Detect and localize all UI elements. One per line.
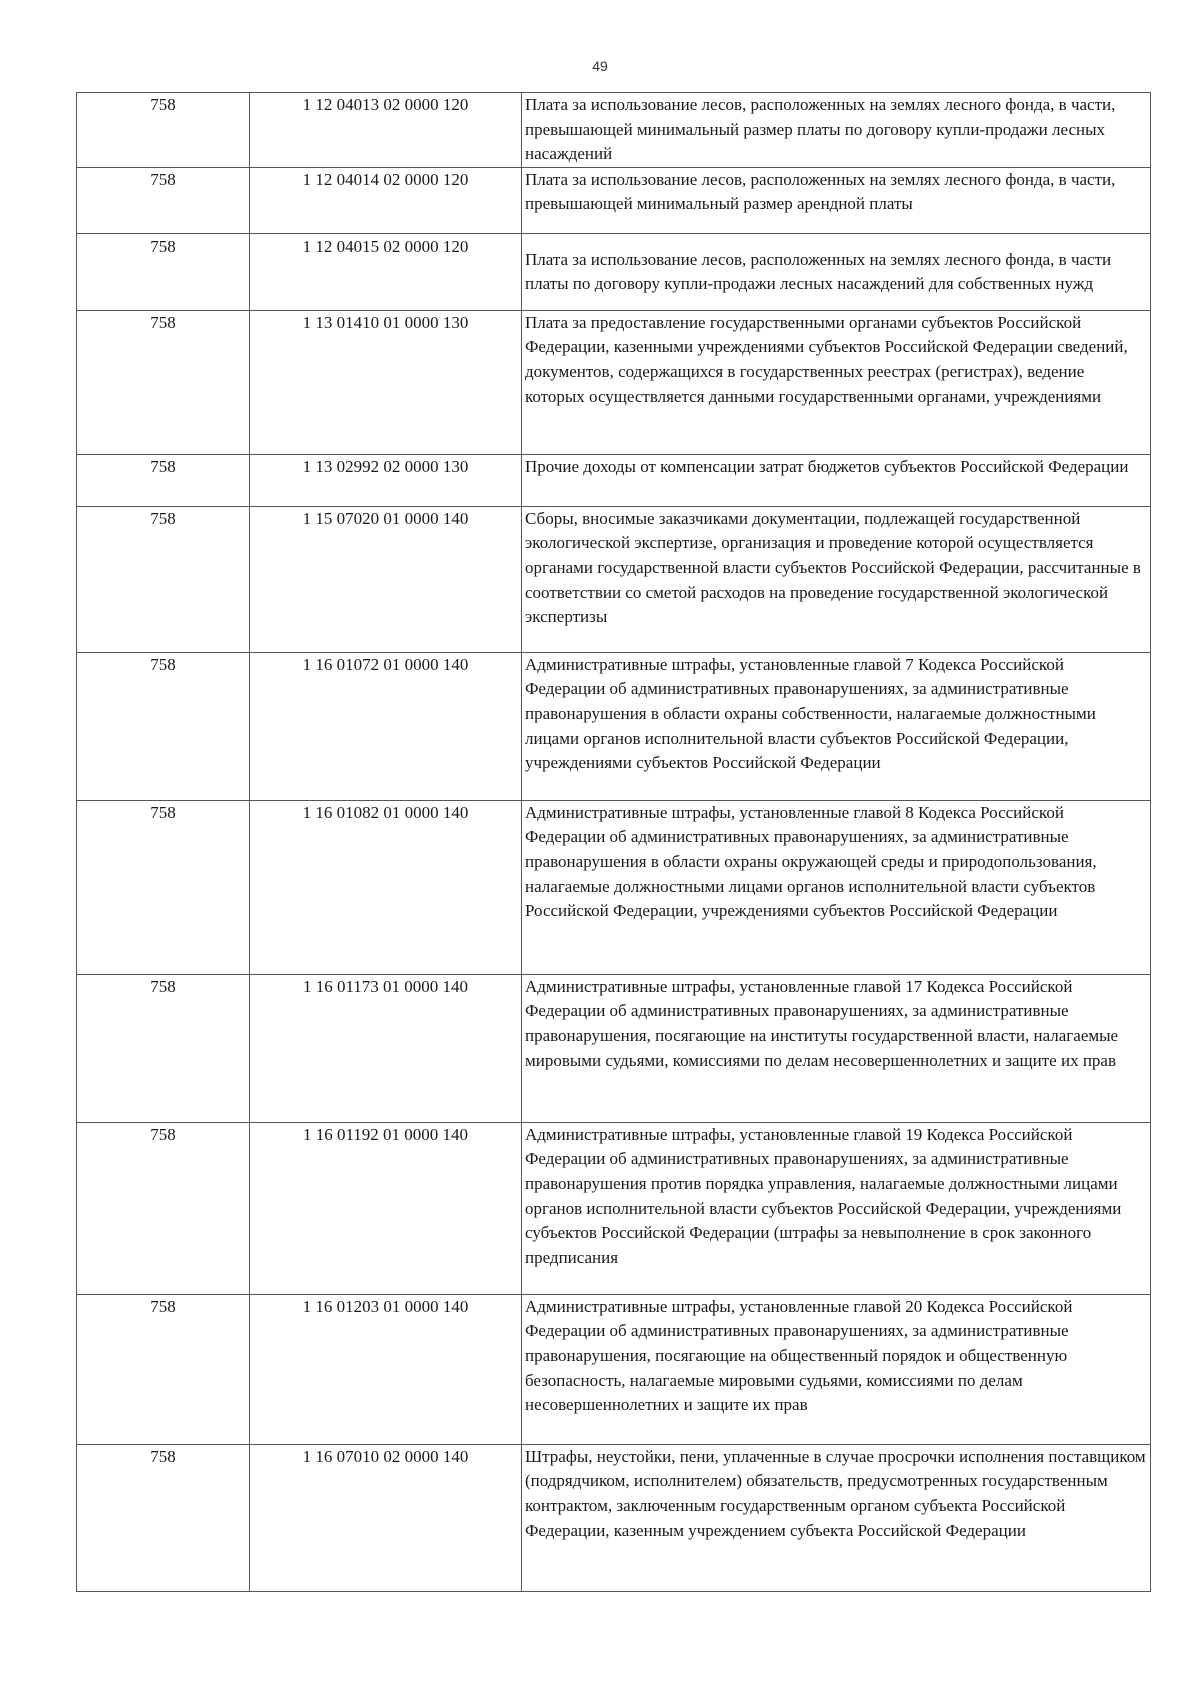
budget-code-cell: 1 13 02992 02 0000 130 xyxy=(250,454,522,506)
description-cell: Административные штрафы, установленные главой 8 Кодекса Российской Федерации об административных правонарушениях, за административные правонарушения в области охраны окружающей среды и природопользования, налагаемые должностными лицами органов исполнительной власти субъектов Российской Федерации, учреждениями субъектов Российской Федерации xyxy=(522,800,1151,974)
budget-code-cell: 1 13 01410 01 0000 130 xyxy=(250,310,522,454)
description-cell: Плата за предоставление государственными органами субъектов Российской Федерации, казенными учреждениями субъектов Российской Федерации сведений, документов, содержащихся в государственных реестрах (регистрах), ведение которых осуществляется данными государственными органами, учреждениями xyxy=(522,310,1151,454)
description-cell: Плата за использование лесов, расположенных на землях лесного фонда, в части, превышающей минимальный размер арендной платы xyxy=(522,167,1151,233)
budget-code-cell: 1 16 07010 02 0000 140 xyxy=(250,1444,522,1591)
description-cell: Плата за использование лесов, расположенных на землях лесного фонда, в части платы по договору купли-продажи лесных насаждений для собственных нужд xyxy=(522,233,1151,310)
admin-code-cell: 758 xyxy=(77,93,250,168)
description-cell: Административные штрафы, установленные главой 7 Кодекса Российской Федерации об административных правонарушениях, за административные правонарушения в области охраны собственности, налагаемые должностными лицами органов исполнительной власти субъектов Российской Федерации, учреждениями субъектов Российской Федерации xyxy=(522,652,1151,800)
table-row xyxy=(77,167,1151,233)
budget-code-cell: 1 12 04013 02 0000 120 xyxy=(250,93,522,168)
admin-code-cell: 758 xyxy=(77,506,250,652)
page-number: 49 xyxy=(592,58,608,74)
admin-code-cell: 758 xyxy=(77,167,250,233)
admin-code-cell: 758 xyxy=(77,1294,250,1444)
description-cell: Сборы, вносимые заказчиками документации, подлежащей государственной экологической экспертизе, организация и проведение которой осуществляется органами государственной власти субъектов Российской Федерации, рассчитанные в соответствии со сметой расходов на проведение государственной экологической экспертизы xyxy=(522,506,1151,652)
description-cell: Штрафы, неустойки, пени, уплаченные в случае просрочки исполнения поставщиком (подрядчиком, исполнителем) обязательств, предусмотренных государственным контрактом, заключенным государственным органом субъекта Российской Федерации, казенным учреждением субъекта Российской Федерации xyxy=(522,1444,1151,1591)
table-row xyxy=(77,506,1151,652)
admin-code-cell: 758 xyxy=(77,233,250,310)
table-row xyxy=(77,310,1151,454)
description-cell: Административные штрафы, установленные главой 20 Кодекса Российской Федерации об административных правонарушениях, за административные правонарушения, посягающие на общественный порядок и общественную безопасность, налагаемые мировыми судьями, комиссиями по делам несовершеннолетних и защите их прав xyxy=(522,1294,1151,1444)
budget-revenue-table xyxy=(76,92,1151,1592)
budget-code-cell: 1 16 01072 01 0000 140 xyxy=(250,652,522,800)
table-row xyxy=(77,800,1151,974)
table-row xyxy=(77,1294,1151,1444)
table-row xyxy=(77,652,1151,800)
table-row xyxy=(77,974,1151,1122)
admin-code-cell: 758 xyxy=(77,800,250,974)
admin-code-cell: 758 xyxy=(77,1444,250,1591)
admin-code-cell: 758 xyxy=(77,652,250,800)
budget-code-cell: 1 16 01173 01 0000 140 xyxy=(250,974,522,1122)
description-cell: Плата за использование лесов, расположенных на землях лесного фонда, в части, превышающей минимальный размер платы по договору купли-продажи лесных насаждений xyxy=(522,93,1151,168)
budget-code-cell: 1 12 04015 02 0000 120 xyxy=(250,233,522,310)
admin-code-cell: 758 xyxy=(77,310,250,454)
admin-code-cell: 758 xyxy=(77,1122,250,1294)
description-cell: Административные штрафы, установленные главой 17 Кодекса Российской Федерации об административных правонарушениях, за административные правонарушения, посягающие на институты государственной власти, налагаемые мировыми судьями, комиссиями по делам несовершеннолетних и защите их прав xyxy=(522,974,1151,1122)
budget-code-cell: 1 16 01203 01 0000 140 xyxy=(250,1294,522,1444)
budget-code-cell: 1 16 01082 01 0000 140 xyxy=(250,800,522,974)
table-row xyxy=(77,233,1151,310)
admin-code-cell: 758 xyxy=(77,454,250,506)
table-row xyxy=(77,1444,1151,1591)
description-cell: Прочие доходы от компенсации затрат бюджетов субъектов Российской Федерации xyxy=(522,454,1151,506)
table-row xyxy=(77,93,1151,168)
table-row xyxy=(77,454,1151,506)
budget-code-cell: 1 16 01192 01 0000 140 xyxy=(250,1122,522,1294)
admin-code-cell: 758 xyxy=(77,974,250,1122)
table-row xyxy=(77,1122,1151,1294)
description-cell: Административные штрафы, установленные главой 19 Кодекса Российской Федерации об административных правонарушениях, за административные правонарушения против порядка управления, налагаемые должностными лицами органов исполнительной власти субъектов Российской Федерации, учреждениями субъектов Российской Федерации (штрафы за невыполнение в срок законного предписания xyxy=(522,1122,1151,1294)
budget-code-cell: 1 12 04014 02 0000 120 xyxy=(250,167,522,233)
budget-code-cell: 1 15 07020 01 0000 140 xyxy=(250,506,522,652)
